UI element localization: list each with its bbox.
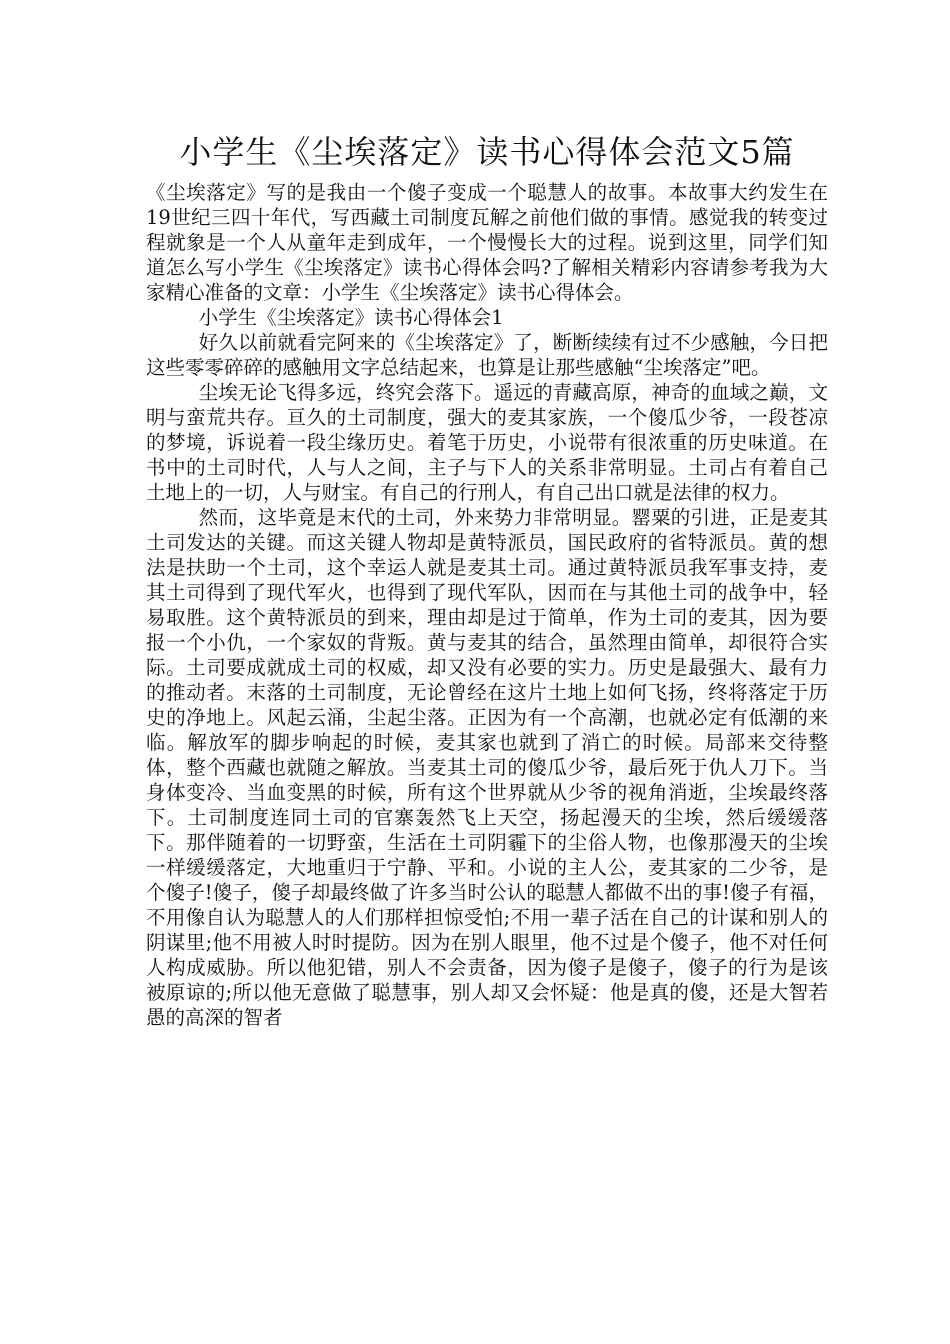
body-paragraph: 然而，这毕竟是末代的土司，外来势力非常明显。罂粟的引进，正是麦其土司发达的关键。而这关键人物却是黄特派员，国民政府的省特派员。黄的想法是扶助一个土司，这个幸运人就是麦其土司。通过黄特派员我军事支持，麦其土司得到了现代军火，也得到了现代军队，因而在与其他土司的战争中，轻易取胜。这个黄特派员的到来，理由却是过于简单，作为土司的麦其，因为要报一个小仇，一个家奴的背叛。黄与麦其的结合，虽然理由简单，却很符合实际。土司要成就成土司的权威，却又没有必要的实力。历史是最强大、最有力的推动者。末落的土司制度，无论曾经在这片土地上如何飞扬，终将落定于历史的净地上。风起云涌，尘起尘落。正因为有一个高潮，也就必定有低潮的来临。解放军的脚步响起的时候，麦其家也就到了消亡的时候。局部来交待整体，整个西藏也就随之解放。当麦其土司的傻瓜少爷，最后死于仇人刀下。当身体变冷、当血变黑的时候，所有这个世界就从少爷的视角消逝，尘埃最终落下。土司制度连同土司的官寨轰然飞上天空，扬起漫天的尘埃，然后缓缓落下。那伴随着的一切野蛮，生活在土司阴霾下的尘俗人物，也像那漫天的尘埃一样缓缓落定，大地重归于宁静、平和。小说的主人公，麦其家的二少爷，是个傻子!傻子，傻子却最终做了许多当时公认的聪慧人都做不出的事!傻子有福，不用像自认为聪慧人的人们那样担惊受怕;不用一辈子活在自己的计谋和别人的阴谋里;他不用被人时时提防。因为在别人眼里，他不过是个傻子，他不对任何人构成威胁。所以他犯错，别人不会责备，因为傻子是傻子，傻子的行为是该被原谅的;所以他无意做了聪慧事，别人却又会怀疑：他是真的傻，还是大智若愚的高深的智者 <box>146 506 828 1029</box>
body-paragraph: 好久以前就看完阿来的《尘埃落定》了，断断续续有过不少感触，今日把这些零零碎碎的感触用文字总结起来，也算是让那些感触“尘埃落定”吧。 <box>146 331 828 379</box>
document-title: 小学生《尘埃落定》读书心得体会范文5篇 <box>179 133 795 171</box>
document-body <box>146 180 828 1030</box>
body-paragraph: 尘埃无论飞得多远，终究会落下。遥远的青藏高原，神奇的血域之巅，文明与蛮荒共存。亘久的土司制度，强大的麦其家族，一个傻瓜少爷，一段苍凉的梦境，诉说着一段尘缘历史。着笔于历史，小说带有很浓重的历史味道。在书中的土司时代，人与人之间，主子与下人的关系非常明显。土司占有着自己土地上的一切，人与财宝。有自己的行刑人，有自己出口就是法律的权力。 <box>146 381 828 504</box>
document-page <box>146 130 828 1030</box>
intro-paragraph: 《尘埃落定》写的是我由一个傻子变成一个聪慧人的故事。本故事大约发生在19世纪三四十年代，写西藏土司制度瓦解之前他们做的事情。感觉我的转变过程就象是一个人从童年走到成年，一个慢慢长大的过程。说到这里，同学们知道怎么写小学生《尘埃落定》读书心得体会吗?了解相关精彩内容请参考我为大家精心准备的文章：小学生《尘埃落定》读书心得体会。 <box>146 181 828 304</box>
section-heading: 小学生《尘埃落定》读书心得体会1 <box>198 306 504 329</box>
